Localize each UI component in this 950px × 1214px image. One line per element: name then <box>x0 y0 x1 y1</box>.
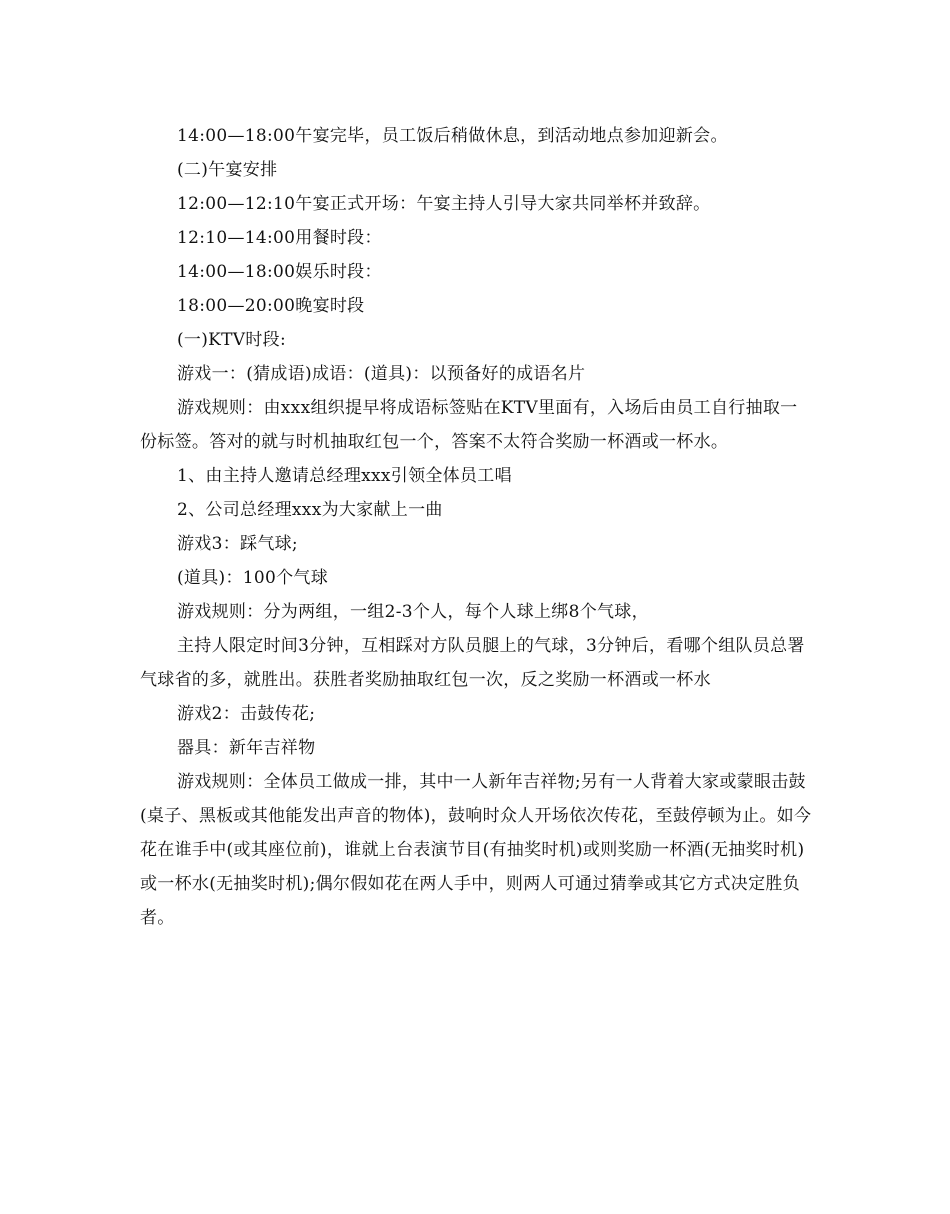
paragraph-item-1: 1、由主持人邀请总经理xxx引领全体员工唱 <box>177 466 512 486</box>
paragraph-lunch-opening: 12:00—12:10午宴正式开场：午宴主持人引导大家共同举杯并致辞。 <box>177 194 711 214</box>
paragraph-game-three-props: (道具)：100个气球 <box>177 568 329 588</box>
paragraph-dining-period: 12:10—14:00用餐时段： <box>177 228 382 248</box>
heading-lunch-arrangement: (二)午宴安排 <box>177 160 278 180</box>
paragraph-game-three-rules: 游戏规则：分为两组，一组2-3个人，每个人球上绑8个气球， <box>177 602 649 622</box>
paragraph-game-one: 游戏一：(猜成语)成语：(道具)：以预备好的成语名片 <box>177 364 586 384</box>
paragraph-game-three-details: 主持人限定时间3分钟，互相踩对方队员腿上的气球，3分钟后，看哪个组队员总署气球省的多，就胜出。获胜者奖励抽取红包一次，反之奖励一杯酒或一杯水 <box>140 636 805 690</box>
paragraph-game-two-rules: 游戏规则：全体员工做成一排，其中一人新年吉祥物;另有一人背着大家或蒙眼击鼓(桌子、黑板或其他能发出声音的物体)，鼓响时众人开场依次传花，至鼓停顿为止。如今花在谁手中(或其座位前)，谁就上台表演节目(有抽奖时机)或则奖励一杯酒(无抽奖时机)或一杯水(无抽奖时机);偶尔假如花在两人手中，则两人可通过猜拳或其它方式决定胜负者。 <box>140 772 812 928</box>
paragraph-game-two: 游戏2：击鼓传花; <box>177 704 316 724</box>
document-body <box>140 119 812 935</box>
paragraph-entertainment-period: 14:00—18:00娱乐时段： <box>177 262 382 282</box>
paragraph-item-2: 2、公司总经理xxx为大家献上一曲 <box>177 500 443 520</box>
paragraph-game-two-props: 器具：新年吉祥物 <box>177 738 316 758</box>
paragraph-dinner-period: 18:00—20:00晚宴时段 <box>177 296 365 316</box>
paragraph-game-one-rules: 游戏规则：由xxx组织提早将成语标签贴在KTV里面有，入场后由员工自行抽取一份标签。答对的就与时机抽取红包一个，答案不太符合奖励一杯酒或一杯水。 <box>140 398 798 452</box>
paragraph-game-three: 游戏3：踩气球; <box>177 534 298 554</box>
paragraph-lunch-end: 14:00—18:00午宴完毕，员工饭后稍做休息，到活动地点参加迎新会。 <box>177 126 728 146</box>
heading-ktv-period: (一)KTV时段: <box>177 330 287 350</box>
